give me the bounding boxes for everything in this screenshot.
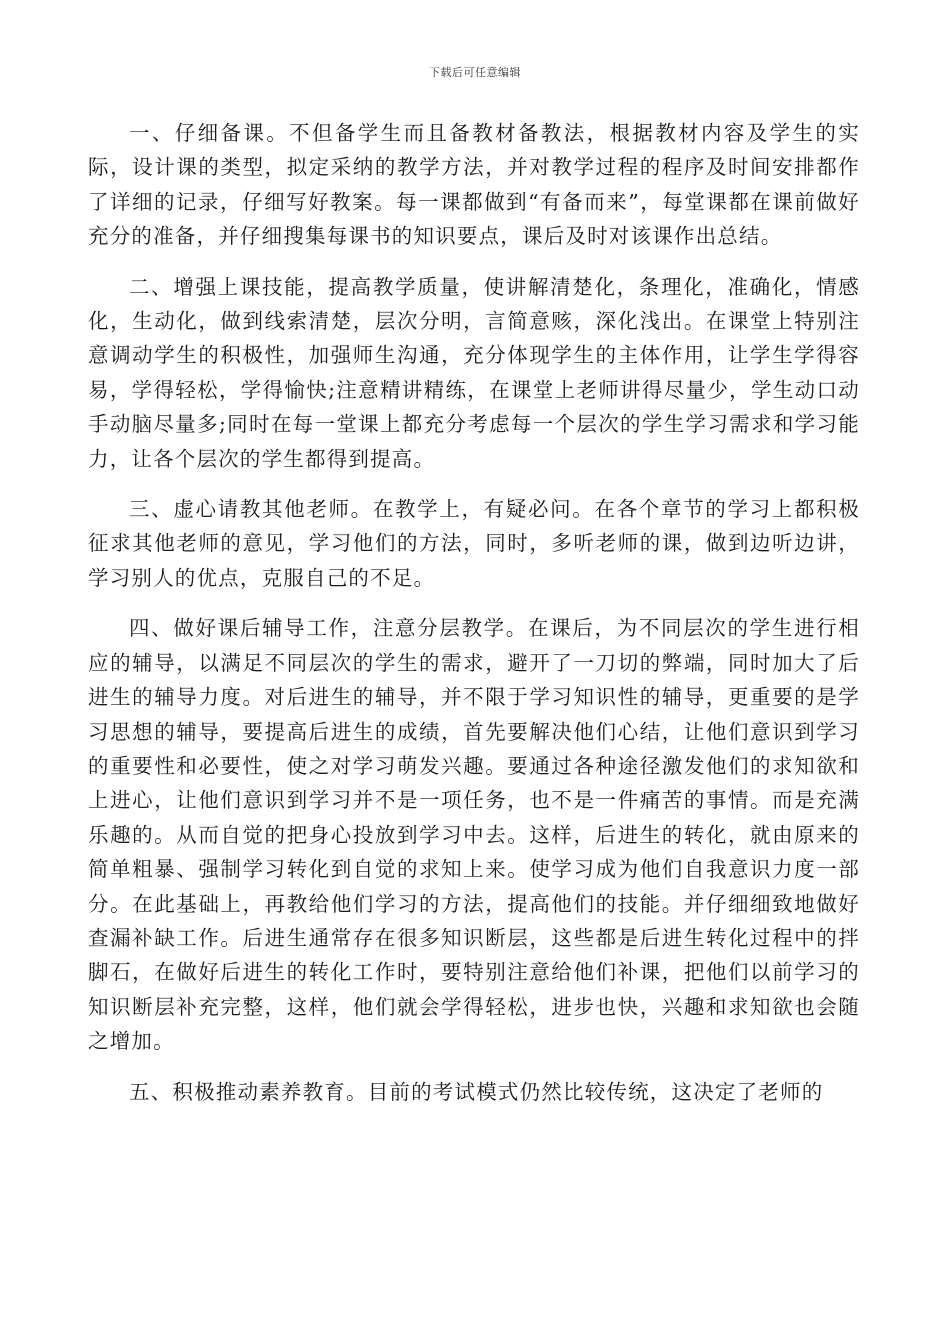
paragraph-3: 三、虚心请教其他老师。在教学上，有疑必问。在各个章节的学习上都积极征求其他老师的意见，学习他们的方法，同时，多听老师的课，做到边听边讲，学习别人的优点，克服自己的不足。 — [88, 497, 860, 590]
page-header-note: 下载后可任意编辑 — [429, 66, 521, 79]
paragraph-4: 四、做好课后辅导工作，注意分层教学。在课后，为不同层次的学生进行相应的辅导，以满足不同层次的学生的需求，避开了一刀切的弊端，同时加大了后进生的辅导力度。对后进生的辅导，并不限于学习知识性的辅导，更重要的是学习思想的辅导，要提高后进生的成绩，首先要解决他们心结，让他们意识到学习的重要性和必要性，使之对学习萌发兴趣。要通过各种途径激发他们的求知欲和上进心，让他们意识到学习并不是一项任务，也不是一件痛苦的事情。而是充满乐趣的。从而自觉的把身心投放到学习中去。这样，后进生的转化，就由原来的简单粗暴、强制学习转化到自觉的求知上来。使学习成为他们自我意识力度一部分。在此基础上，再教给他们学习的方法，提高他们的技能。并仔细细致地做好查漏补缺工作。后进生通常存在很多知识断层，这些都是后进生转化过程中的拌脚石，在做好后进生的转化工作时，要特别注意给他们补课，把他们以前学习的知识断层补充完整，这样，他们就会学得轻松，进步也快，兴趣和求知欲也会随之增加。 — [88, 616, 860, 1054]
paragraph-5: 五、积极推动素养教育。目前的考试模式仍然比较传统，这决定了老师的 — [129, 1079, 824, 1104]
document-body — [88, 116, 860, 1125]
paragraph-2: 二、增强上课技能，提高教学质量，使讲解清楚化，条理化，准确化，情感化，生动化，做到线索清楚，层次分明，言简意赅，深化浅出。在课堂上特别注意调动学生的积极性，加强师生沟通，充分体现学生的主体作用，让学生学得容易，学得轻松，学得愉快;注意精讲精练，在课堂上老师讲得尽量少，学生动口动手动脑尽量多;同时在每一堂课上都充分考虑每一个层次的学生学习需求和学习能力，让各个层次的学生都得到提高。 — [88, 274, 860, 471]
paragraph-1: 一、仔细备课。不但备学生而且备教材备教法，根据教材内容及学生的实际，设计课的类型，拟定采纳的教学方法，并对教学过程的程序及时间安排都作了详细的记录，仔细写好教案。每一课都做到“有备而来”，每堂课都在课前做好充分的准备，并仔细搜集每课书的知识要点，课后及时对该课作出总结。 — [88, 121, 860, 249]
